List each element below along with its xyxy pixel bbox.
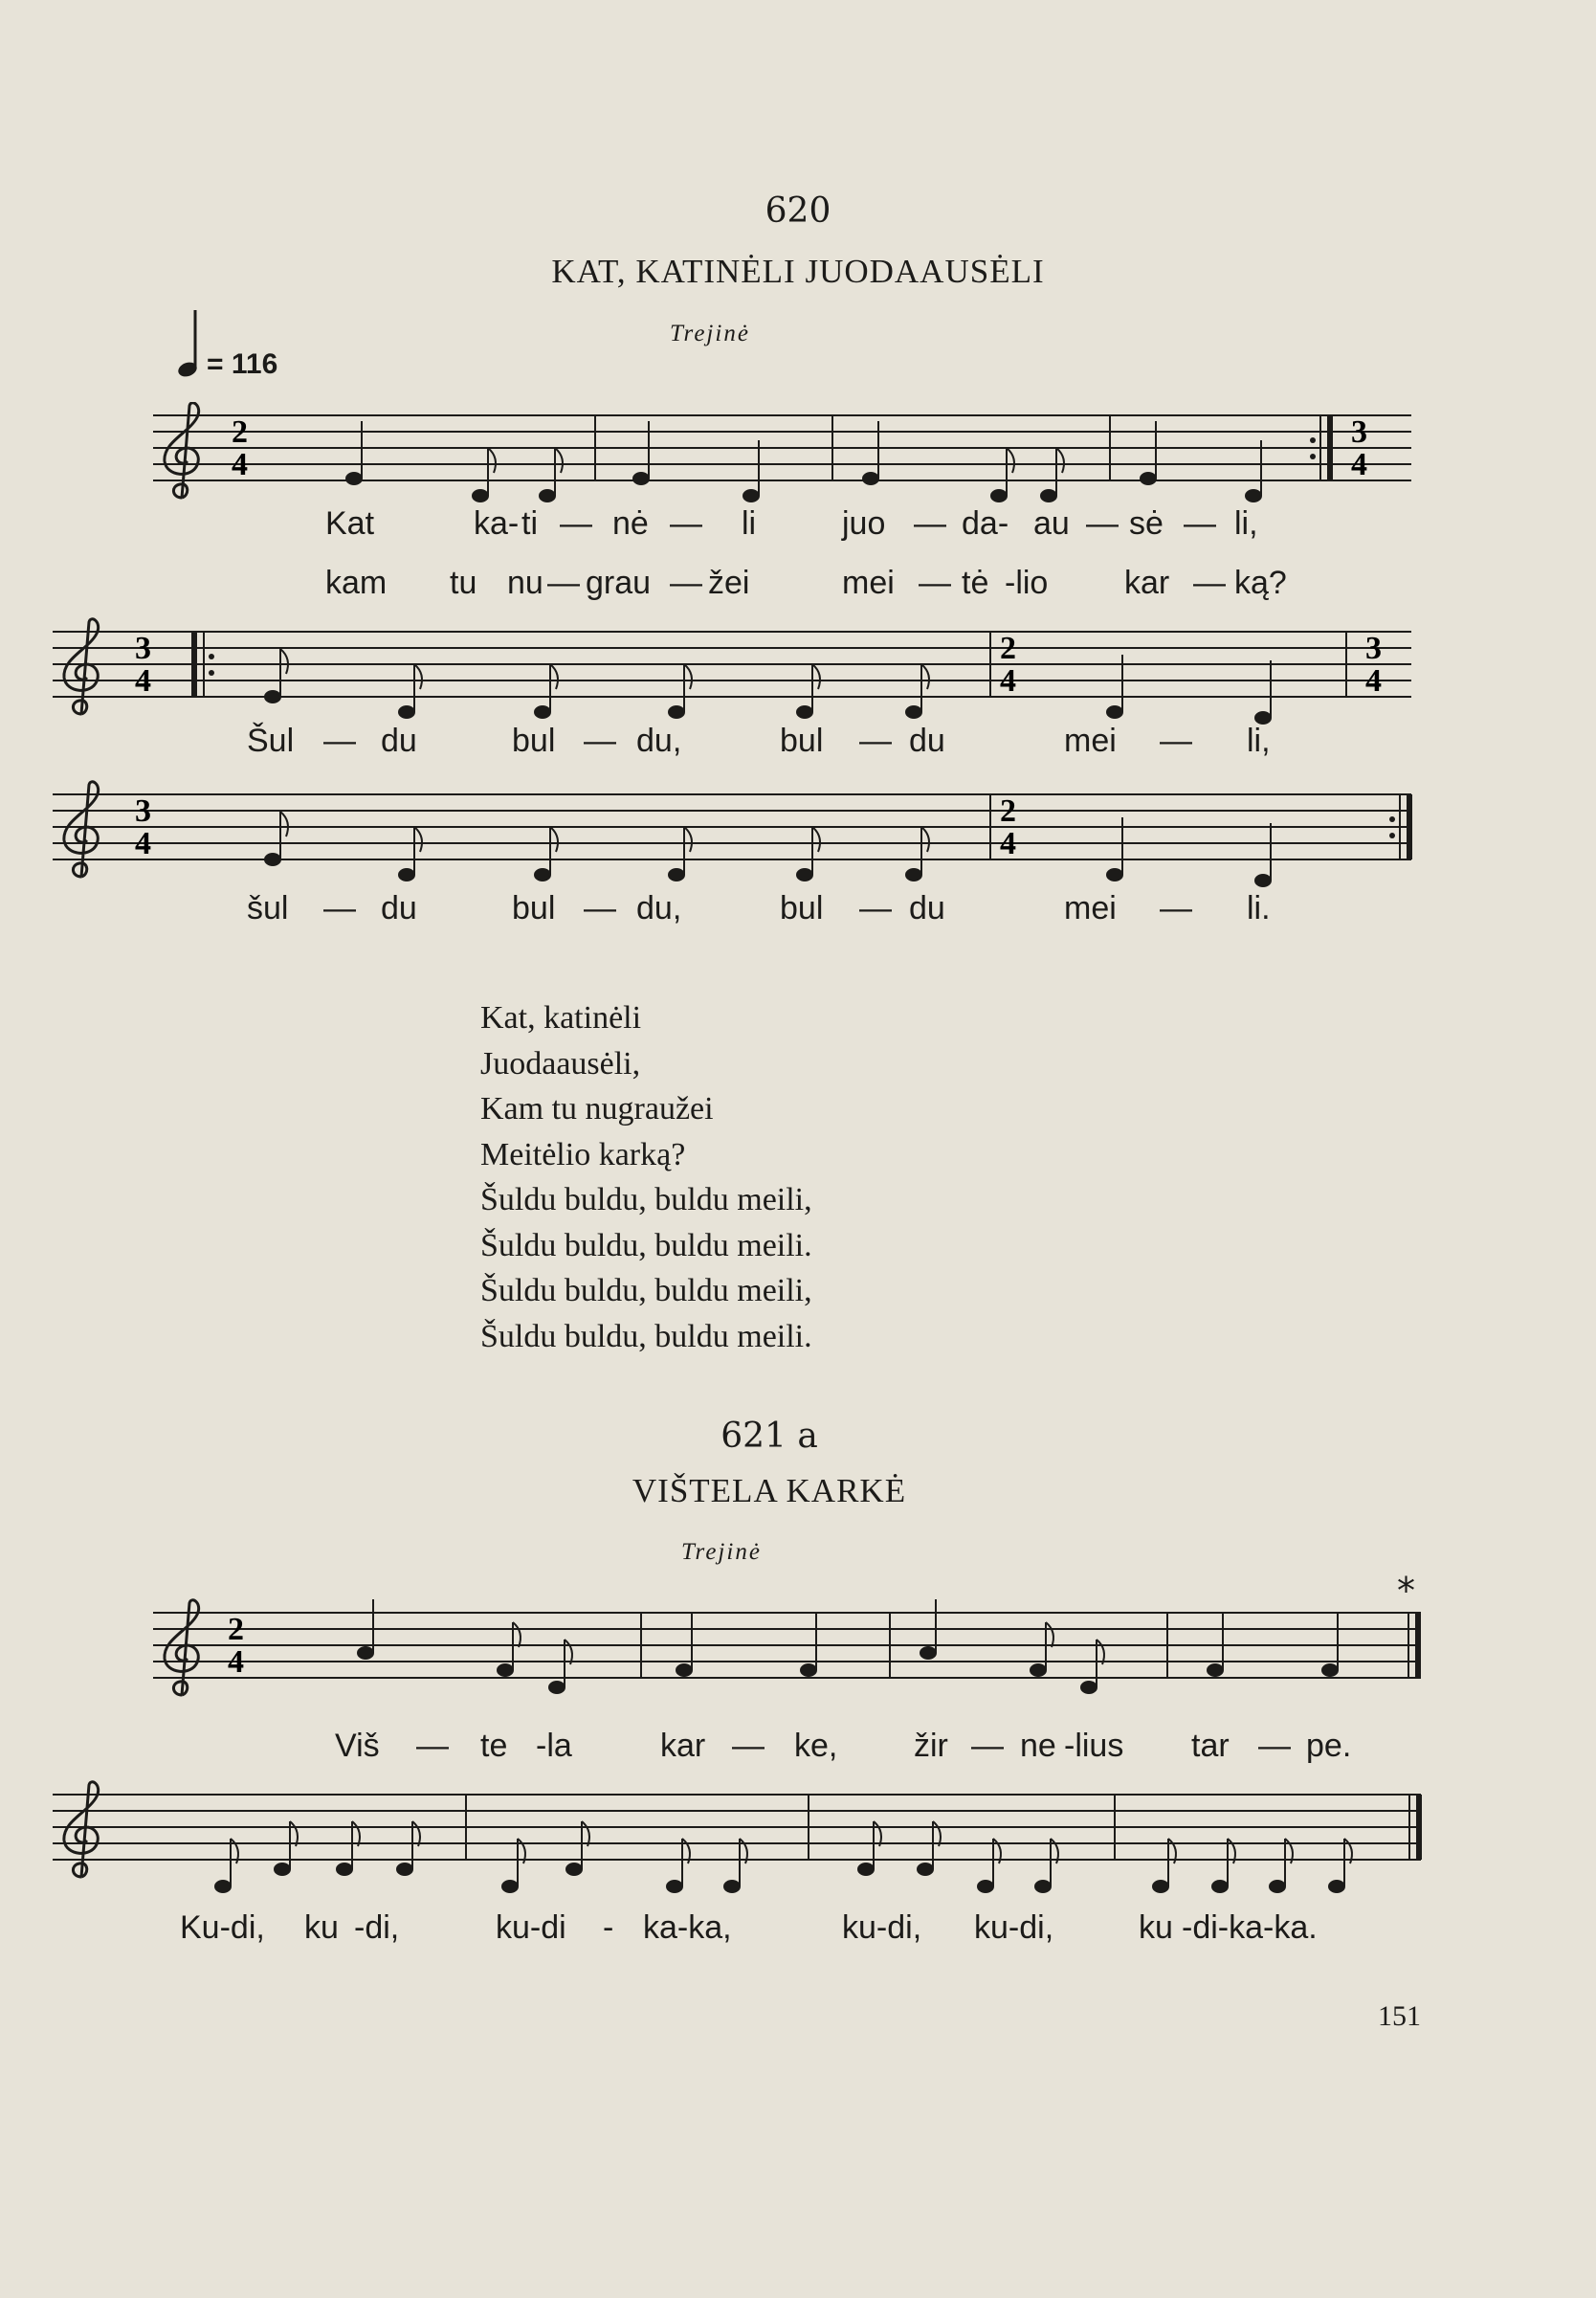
- staff-621a-line2: [43, 1775, 1430, 1909]
- syllable: —: [1258, 1728, 1291, 1764]
- notes-620-line3: [265, 812, 1271, 886]
- syllable: Šul: [247, 723, 295, 759]
- verse-line: Šuldu buldu, buldu meili.: [480, 1318, 812, 1354]
- time-sig-num: 3: [135, 631, 151, 666]
- syllable: ka-: [474, 505, 520, 542]
- syllable: tar: [1191, 1728, 1230, 1764]
- syllable: pe.: [1306, 1728, 1352, 1764]
- syllable: —: [416, 1728, 449, 1764]
- treble-clef-icon: [165, 1600, 199, 1695]
- syllable: du,: [636, 890, 682, 926]
- staff-620-line3: [43, 775, 1426, 890]
- syllable: ne: [1020, 1728, 1056, 1764]
- syllable: -di,: [354, 1909, 400, 1946]
- time-sig-num: 2: [232, 414, 248, 450]
- syllable: ku: [304, 1909, 339, 1946]
- notes-620-line2: [265, 649, 1271, 724]
- syllable: tė: [962, 565, 989, 601]
- syllable: —: [323, 890, 356, 926]
- syllable: du: [909, 723, 945, 759]
- staff-620-line1: [144, 402, 1426, 507]
- time-sig-den: 4: [1351, 447, 1367, 482]
- staff-620-line2: [43, 613, 1426, 727]
- time-sig-num: 3: [1351, 414, 1367, 450]
- song-title-620: KAT, KATINĖLI JUODAAUSĖLI: [551, 253, 1045, 290]
- syllable: bul: [780, 723, 824, 759]
- syllable: —: [560, 505, 592, 542]
- syllable: -: [603, 1909, 614, 1946]
- syllable: Kat: [325, 505, 375, 542]
- syllable: bul: [780, 890, 824, 926]
- syllable: —: [732, 1728, 765, 1764]
- verse-620: [480, 995, 812, 1359]
- syllable: ku-di,: [974, 1909, 1054, 1946]
- verse-line: Kam tu nugraužei: [480, 1091, 714, 1127]
- syllable: au: [1033, 505, 1070, 542]
- time-sig-den: 4: [1000, 826, 1016, 861]
- time-sig-num: 3: [1365, 631, 1382, 666]
- syllable: li,: [1247, 723, 1271, 759]
- syllable: —: [584, 890, 616, 926]
- verse-line: Šuldu buldu, buldu meili.: [480, 1227, 812, 1263]
- syllable: du: [381, 723, 417, 759]
- quarter-note-icon: [172, 304, 211, 381]
- syllable: —: [1160, 723, 1192, 759]
- syllable: tu: [450, 565, 477, 601]
- syllable: du,: [636, 723, 682, 759]
- syllable: —: [914, 505, 946, 542]
- syllable: grau: [586, 565, 652, 601]
- song-title-621a: VIŠTELA KARKĖ: [632, 1472, 907, 1509]
- syllable: —: [1184, 505, 1216, 542]
- syllable: da-: [962, 505, 1009, 542]
- song-number-621a: 621 a: [720, 1417, 818, 1456]
- verse-line: Meitėlio karką?: [480, 1136, 686, 1172]
- syllable: sė: [1129, 505, 1164, 542]
- verse-line: Kat, katinėli: [480, 1000, 642, 1036]
- asterisk-mark: *: [1397, 1570, 1415, 1612]
- syllable: ku-di: [496, 1909, 566, 1946]
- syllable: li: [742, 505, 757, 542]
- treble-clef-icon: [64, 1782, 99, 1877]
- syllable: —: [584, 723, 616, 759]
- treble-clef-icon: [64, 619, 99, 714]
- syllable: —: [1086, 505, 1119, 542]
- treble-clef-icon: [165, 403, 199, 498]
- syllable: kam: [325, 565, 388, 601]
- syllable: žei: [708, 565, 750, 601]
- syllable: —: [1193, 565, 1226, 601]
- page-number: 151: [1378, 2000, 1421, 2032]
- syllable: ka-ka,: [643, 1909, 732, 1946]
- syllable: ti: [521, 505, 538, 542]
- syllable: ku-di,: [842, 1909, 922, 1946]
- syllable: —: [859, 890, 892, 926]
- syllable: li,: [1234, 505, 1258, 542]
- syllable: du: [909, 890, 945, 926]
- time-sig-num: 2: [1000, 793, 1016, 829]
- syllable: —: [859, 723, 892, 759]
- time-sig-den: 4: [1000, 663, 1016, 699]
- syllable: te: [480, 1728, 508, 1764]
- syllable: kar: [1124, 565, 1170, 601]
- staff-621a-line1: [144, 1594, 1430, 1718]
- syllable: ke,: [794, 1728, 838, 1764]
- syllable: —: [971, 1728, 1004, 1764]
- syllable: -la: [536, 1728, 572, 1764]
- syllable: mei: [1064, 723, 1117, 759]
- syllable: šul: [247, 890, 289, 926]
- syllable: —: [670, 505, 702, 542]
- verse-line: Juodaausėli,: [480, 1045, 641, 1082]
- time-sig-num: 2: [228, 1612, 244, 1647]
- verse-line: Šuldu buldu, buldu meili,: [480, 1182, 812, 1217]
- syllable: juo: [842, 505, 886, 542]
- verse-line: Šuldu buldu, buldu meili,: [480, 1273, 812, 1308]
- syllable: bul: [512, 723, 556, 759]
- syllable: nė: [612, 505, 649, 542]
- notes-620-line1: [346, 421, 1261, 502]
- syllable: du: [381, 890, 417, 926]
- syllable: mei: [842, 565, 895, 601]
- time-sig-den: 4: [232, 447, 248, 482]
- syllable: kar: [660, 1728, 706, 1764]
- syllable: —: [323, 723, 356, 759]
- time-sig-den: 4: [135, 663, 151, 699]
- syllable: Ku-di,: [180, 1909, 265, 1946]
- time-sig-num: 3: [135, 793, 151, 829]
- tempo-label-620: Trejinė: [670, 321, 750, 346]
- syllable: Viš: [335, 1728, 380, 1764]
- syllable: ku: [1139, 1909, 1173, 1946]
- tempo-label-621a: Trejinė: [681, 1539, 762, 1565]
- syllable: -lius: [1064, 1728, 1124, 1764]
- syllable: mei: [1064, 890, 1117, 926]
- syllable: —: [547, 565, 580, 601]
- syllable: nu: [507, 565, 543, 601]
- syllable: ką?: [1234, 565, 1287, 601]
- time-sig-num: 2: [1000, 631, 1016, 666]
- metronome-value: = 116: [207, 348, 278, 380]
- syllable: -di-ka-ka.: [1182, 1909, 1318, 1946]
- syllable: bul: [512, 890, 556, 926]
- treble-clef-icon: [64, 782, 99, 877]
- syllable: li.: [1247, 890, 1271, 926]
- syllable: —: [670, 565, 702, 601]
- syllable: žir: [914, 1728, 948, 1764]
- song-number-620: 620: [765, 191, 831, 231]
- time-sig-den: 4: [1365, 663, 1382, 699]
- syllable: —: [919, 565, 951, 601]
- syllable: —: [1160, 890, 1192, 926]
- time-sig-den: 4: [228, 1644, 244, 1680]
- syllable: -lio: [1005, 565, 1049, 601]
- time-sig-den: 4: [135, 826, 151, 861]
- notes-621a-line2: [215, 1821, 1352, 1892]
